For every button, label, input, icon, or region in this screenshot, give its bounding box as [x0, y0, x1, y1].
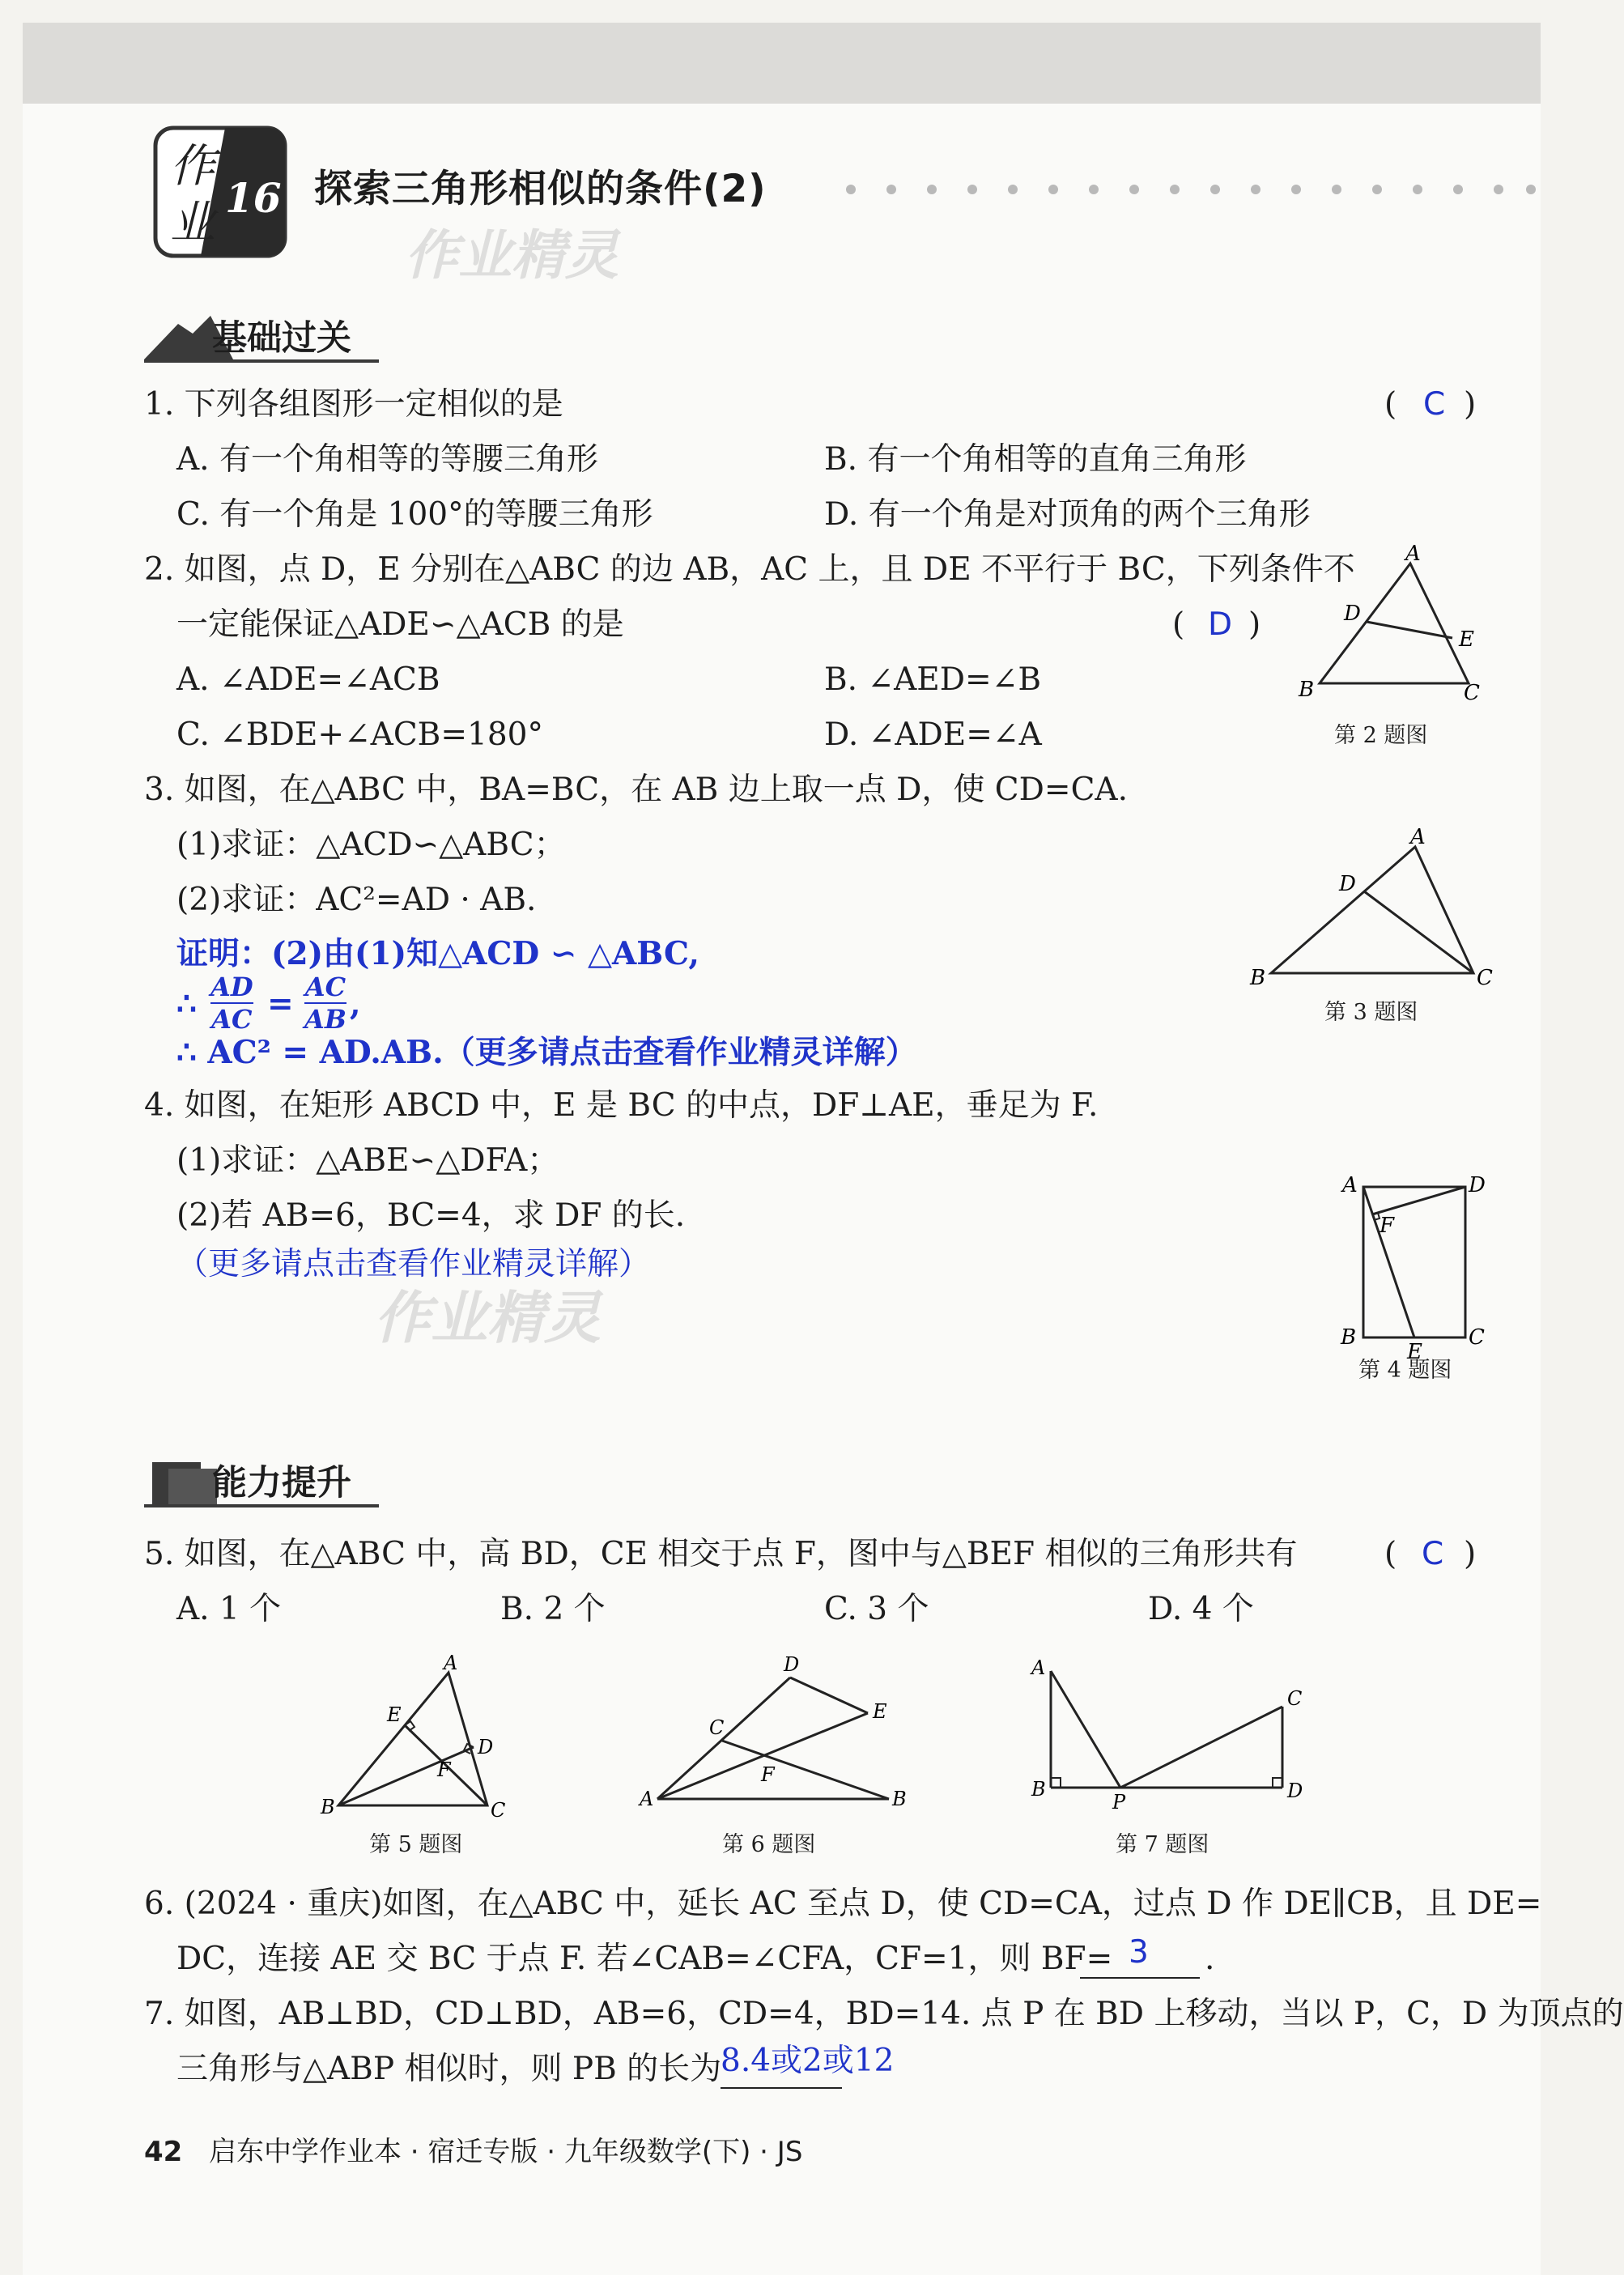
- q5-figure-caption: 第 5 题图: [369, 1832, 463, 1857]
- q5-option-d: D. 4 个: [1148, 1591, 1254, 1627]
- q1-answer: C: [1423, 386, 1446, 423]
- q2-option-c: C. ∠BDE+∠ACB=180°: [176, 717, 543, 753]
- q1-option-b: B. 有一个角相等的直角三角形: [824, 441, 1247, 478]
- footer-text: 启东中学作业本 · 宿迁专版 · 九年级数学(下) · JS: [209, 2136, 803, 2168]
- q2-caption: 第 2 题图: [1334, 723, 1428, 748]
- top-band: [23, 23, 1541, 104]
- q6-label-f: F: [761, 1763, 775, 1786]
- title-dots-decoration: [846, 185, 1542, 194]
- q4-label-a: A: [1342, 1173, 1358, 1197]
- q5-label-a: A: [444, 1652, 458, 1674]
- q3-therefore: ∴: [176, 985, 197, 1023]
- q4-line1: 4. 如图，在矩形 ABCD 中，E 是 BC 的中点，DF⊥AE，垂足为 F.: [144, 1087, 1099, 1124]
- q3-frac2-numerator: AC: [304, 972, 346, 1002]
- q1-option-a: A. 有一个角相等的等腰三角形: [176, 441, 598, 478]
- q4-label-c: C: [1469, 1325, 1485, 1350]
- q2-option-b: B. ∠AED=∠B: [824, 661, 1042, 698]
- q1-paren-close: ): [1464, 386, 1477, 423]
- q6-figure: [631, 1652, 907, 1822]
- q2-label-c: C: [1464, 681, 1480, 705]
- q3-part2: (2)求证：AC²=AD · AB.: [176, 882, 537, 918]
- q2-label-a: A: [1405, 542, 1421, 566]
- q4-label-b: B: [1341, 1325, 1357, 1350]
- q6-label-a: A: [640, 1788, 654, 1810]
- q2-line2: 一定能保证△ADE∽△ACB 的是: [176, 606, 624, 643]
- q5-label-f: F: [437, 1758, 451, 1781]
- q2-answer: D: [1208, 606, 1233, 643]
- section-advanced-title: 能力提升: [212, 1463, 351, 1503]
- q2-label-d: D: [1344, 602, 1361, 626]
- q7-label-d: D: [1287, 1780, 1303, 1802]
- q4-figure: [1336, 1172, 1486, 1364]
- q3-frac-comma: ,: [350, 985, 361, 1023]
- q3-fraction-ac-ab: [304, 973, 346, 1033]
- q7-figure: [1020, 1652, 1328, 1822]
- q3-label-d: D: [1339, 872, 1356, 896]
- q6-label-c: C: [709, 1716, 725, 1739]
- q4-part2: (2)若 AB=6，BC=4，求 DF 的长.: [176, 1197, 686, 1234]
- q3-proof-line1: 证明：(2)由(1)知△ACD ∽ △ABC,: [176, 935, 699, 972]
- q4-hint: （更多请点击查看作业精灵详解）: [176, 1246, 651, 1282]
- q6-label-b: B: [892, 1788, 907, 1810]
- q5-label-e: E: [387, 1703, 402, 1726]
- homework-badge: [152, 125, 288, 259]
- q4-label-d: D: [1469, 1173, 1486, 1197]
- q5-label-b: B: [321, 1796, 335, 1818]
- q7-label-b: B: [1031, 1778, 1046, 1801]
- section-basic-title: 基础过关: [212, 318, 351, 359]
- q2-paren-close: ): [1248, 606, 1261, 643]
- badge-bottom-char: 业: [170, 197, 215, 249]
- q5-stem: 5. 如图，在△ABC 中，高 BD，CE 相交于点 F，图中与△BEF 相似的三角形共有: [144, 1536, 1298, 1572]
- q2-label-b: B: [1299, 678, 1315, 702]
- q6-figure-caption: 第 6 题图: [722, 1832, 816, 1857]
- q3-label-b: B: [1250, 966, 1266, 990]
- q2-paren-open: (: [1172, 606, 1185, 643]
- q3-proof-line3: ∴ AC² = AD.AB.（更多请点击查看作业精灵详解）: [176, 1034, 917, 1071]
- q7-answer: 8.4或2或12: [721, 2043, 895, 2079]
- q6-line-end: .: [1205, 1941, 1215, 1977]
- q7-label-a: A: [1031, 1656, 1046, 1679]
- q7-figure-caption: 第 7 题图: [1116, 1832, 1209, 1857]
- q5-option-b: B. 2 个: [500, 1591, 606, 1627]
- q1-stem: 1. 下列各组图形一定相似的是: [144, 386, 563, 423]
- q4-part1: (1)求证：△ABE∽△DFA；: [176, 1142, 559, 1179]
- q3-frac2-denominator: AB: [304, 1004, 346, 1035]
- q7-label-p: P: [1112, 1791, 1126, 1814]
- q1-option-c: C. 有一个角是 100°的等腰三角形: [176, 496, 653, 533]
- q5-paren-open: (: [1384, 1536, 1397, 1572]
- watermark-2: 作业精灵: [374, 1285, 601, 1351]
- q3-figure: [1239, 826, 1498, 988]
- q1-paren-open: (: [1384, 386, 1397, 423]
- q5-figure: [308, 1652, 534, 1822]
- q2-option-d: D. ∠ADE=∠A: [824, 717, 1042, 753]
- q5-label-d: D: [478, 1736, 494, 1758]
- q3-label-a: A: [1410, 825, 1426, 849]
- watermark: 作业精灵: [405, 224, 619, 287]
- q3-label-c: C: [1477, 966, 1493, 990]
- q6-label-d: D: [784, 1653, 800, 1676]
- q5-label-c: C: [491, 1799, 506, 1822]
- q6-answer-underline: [1080, 1977, 1200, 1979]
- q6-label-e: E: [873, 1700, 887, 1723]
- q5-answer: C: [1422, 1536, 1444, 1572]
- q2-figure: [1287, 542, 1482, 705]
- q6-line1: 6. (2024 · 重庆)如图，在△ABC 中，延长 AC 至点 D，使 CD=CA，过点 D 作 DE∥CB，且 DE=: [144, 1886, 1542, 1922]
- q3-frac1-denominator: AC: [211, 1004, 253, 1035]
- q3-line1: 3. 如图，在△ABC 中，BA=BC，在 AB 边上取一点 D，使 CD=CA.: [144, 772, 1128, 808]
- page-title: 探索三角形相似的条件(2): [314, 167, 767, 211]
- q7-label-c: C: [1287, 1687, 1303, 1710]
- page-number: 42: [144, 2136, 183, 2168]
- q2-label-e: E: [1459, 627, 1474, 652]
- q6-answer: 3: [1129, 1934, 1149, 1971]
- q3-frac-equals: =: [267, 985, 294, 1023]
- q3-frac1-numerator: AD: [210, 972, 253, 1002]
- q5-option-a: A. 1 个: [176, 1591, 282, 1627]
- q5-option-c: C. 3 个: [824, 1591, 929, 1627]
- q3-fraction-ad-ac: [210, 973, 253, 1033]
- q3-part1: (1)求证：△ACD∽△ABC；: [176, 827, 566, 863]
- q5-paren-close: ): [1464, 1536, 1477, 1572]
- q4-caption: 第 4 题图: [1358, 1358, 1452, 1383]
- q2-option-a: A. ∠ADE=∠ACB: [176, 661, 440, 698]
- q6-line2: DC，连接 AE 交 BC 于点 F. 若∠CAB=∠CFA，CF=1，则 BF=: [176, 1941, 1113, 1977]
- q7-line2: 三角形与△ABP 相似时，则 PB 的长为: [176, 2051, 722, 2087]
- q4-label-f: F: [1380, 1214, 1395, 1238]
- q7-line1: 7. 如图，AB⊥BD，CD⊥BD，AB=6，CD=4，BD=14. 点 P 在 BD 上移动，当以 P，C，D 为顶点的: [144, 1996, 1624, 2032]
- q1-option-d: D. 有一个角是对顶角的两个三角形: [824, 496, 1311, 533]
- q2-line1: 2. 如图，点 D，E 分别在△ABC 的边 AB，AC 上，且 DE 不平行于 BC，下列条件不: [144, 551, 1355, 588]
- badge-top-char: 作: [170, 140, 215, 193]
- q4-label-e: E: [1407, 1340, 1422, 1364]
- badge-number: 16: [225, 174, 282, 222]
- q7-answer-underline: [721, 2087, 842, 2089]
- q3-caption: 第 3 题图: [1324, 1000, 1418, 1025]
